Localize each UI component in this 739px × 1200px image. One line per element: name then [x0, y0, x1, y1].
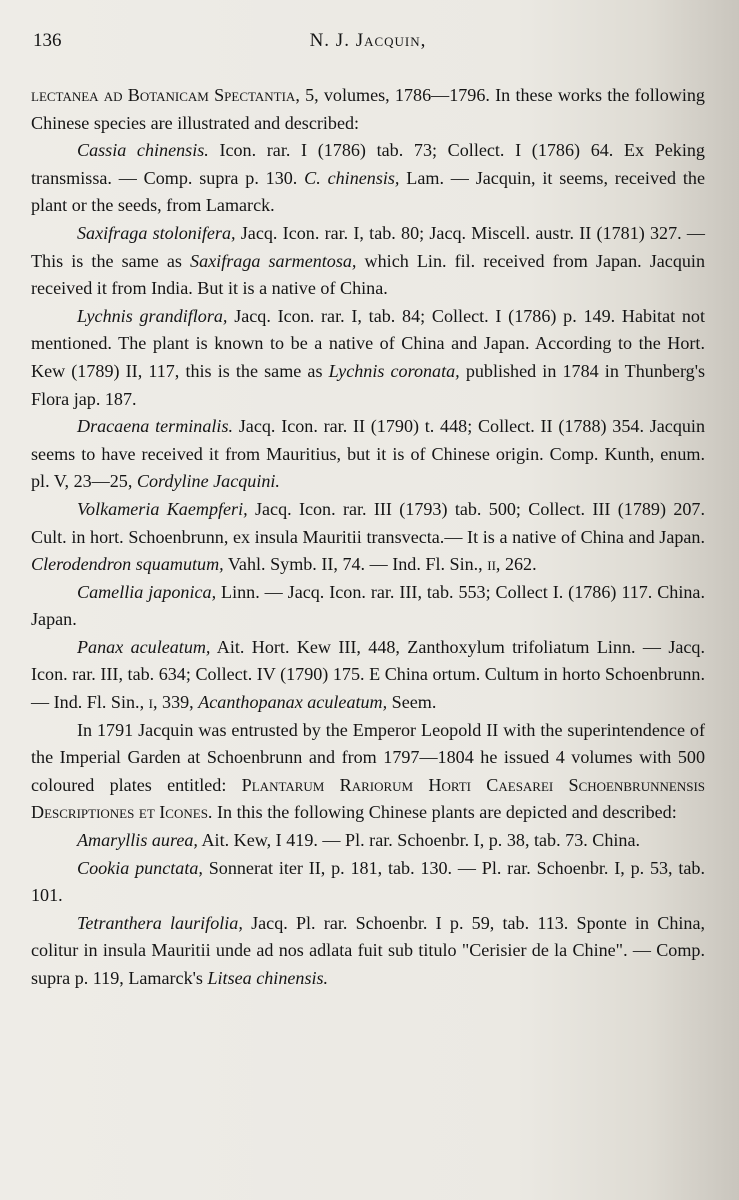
entry-panax-aculeatum — [31, 634, 705, 717]
volume-numeral: ii — [487, 554, 496, 575]
entry-text: published in 1784 in Thunberg's Flora jap. 187. — [31, 360, 705, 409]
synonym-name: Lychnis coronata, — [328, 360, 460, 381]
entry-text: , 262. — [495, 554, 537, 575]
entry-amaryllis-aurea — [31, 827, 705, 855]
entry-text: Vahl. Symb. II, 74. — Ind. Fl. Sin., — [223, 554, 488, 575]
species-name: Cassia chinensis. — [77, 140, 209, 161]
entry-text: , 339, — [152, 692, 199, 713]
species-name: Cookia punctata, — [77, 857, 203, 878]
entry-text: Jacq. Icon. rar. II (1790) t. 448; Collect. II (1788) 354. Jacquin seems to have received it from Mauritius, but it is of Chinese origin. Comp. Kunth, enum. pl. V, 23—25, — [31, 416, 705, 492]
entry-cassia-chinensis — [31, 137, 705, 220]
species-name: Camellia japonica, — [77, 581, 217, 602]
species-name: Saxifraga stolonifera, — [77, 222, 236, 243]
entry-text: Sonnerat iter II, p. 181, tab. 130. — Pl. rar. Schoenbr. I, p. 53, tab. 101. — [31, 857, 706, 906]
work-title: lectanea ad Botanicam Spectantia — [31, 85, 296, 105]
page-body — [31, 82, 705, 993]
species-name: Dracaena terminalis. — [77, 416, 234, 437]
running-title: N. J. Jacquin, — [309, 30, 427, 51]
entry-camellia-japonica — [31, 579, 705, 634]
paragraph-collectanea — [31, 82, 705, 137]
entry-text: Jacq. Icon. rar. III (1793) tab. 500; Collect. III (1789) 207. Cult. in hort. Schoenbrunn, ex insula Mauritii transvecta.— It is a native of China and Japan. — [31, 498, 705, 547]
entry-text: Lam. — Jacquin, it seems, received the plant or the seeds, from Lamarck. — [31, 167, 706, 216]
paragraph-schoenbrunn — [31, 717, 705, 827]
entry-text: Ait. Kew, I 419. — Pl. rar. Schoenbr. I, p. 38, tab. 73. China. — [197, 830, 641, 851]
paragraph-text: In 1791 Jacquin was entrusted by the Emperor Leopold II with the superintendence of the Imperial Garden at Schoenbrunn and from 1797—1804 he issued 4 volumes with 500 coloured plates entitled: — [31, 719, 705, 795]
entry-text: Icon. rar. I (1786) tab. 73; Collect. I (1786) 64. Ex Peking transmissa. — Comp. supra p. 130. — [31, 140, 705, 188]
entry-saxifraga-stolonifera — [31, 220, 705, 303]
species-name: Amaryllis aurea, — [77, 830, 198, 851]
synonym-name: C. chinensis, — [304, 167, 400, 188]
entry-volkameria-kaempferi — [31, 496, 705, 579]
work-title: Plantarum Rariorum Horti Caesarei Schoenbrunnensis Descriptiones et Icones. — [31, 774, 706, 823]
volume-numeral: i — [148, 692, 153, 713]
synonym-name: Acanthopanax aculeatum, — [198, 692, 388, 713]
entry-text: Linn. — Jacq. Icon. rar. III, tab. 553; Collect I. (1786) 117. China. Japan. — [31, 581, 705, 630]
entry-text: Jacq. Icon. rar. I, tab. 84; Collect. I (1786) p. 149. Habitat not mentioned. The plant is known to be a native of China and Japan. According to the Hort. Kew (1789) II, 117, this is the same as — [31, 305, 705, 381]
synonym-name: Cordyline Jacquini. — [136, 471, 280, 492]
page-header — [33, 30, 703, 58]
entry-tetranthera-laurifolia — [31, 910, 705, 993]
entry-cookia-punctata — [31, 855, 705, 910]
entry-text: Seem. — [387, 692, 437, 713]
entry-text: Ait. Hort. Kew III, 448, Zanthoxylum trifoliatum Linn. — Jacq. Icon. rar. III, tab. 634; Collect. IV (1790) 175. E China ortum. Cultum in horto Schoenbrunn. — Ind. Fl. Sin., — [31, 636, 705, 713]
entry-text: Jacq. Icon. rar. I, tab. 80; Jacq. Miscell. austr. II (1781) 327. — This is the same as — [31, 222, 705, 271]
synonym-name: Litsea chinensis. — [207, 968, 329, 988]
paragraph-text: , 5, volumes, 1786—1796. In these works the following Chinese species are illustrated and described: — [31, 85, 705, 133]
species-name: Volkameria Kaempferi, — [77, 498, 248, 519]
page-number: 136 — [33, 30, 62, 51]
species-name: Tetranthera laurifolia, — [77, 912, 243, 933]
species-name: Lychnis grandiflora, — [77, 305, 228, 326]
entry-text: which Lin. fil. received from Japan. Jacquin received it from India. But it is a native of China. — [31, 250, 705, 299]
paragraph-text: In this the following Chinese plants are depicted and described: — [212, 802, 677, 823]
species-name: Panax aculeatum, — [77, 636, 211, 657]
synonym-name: Saxifraga sarmentosa, — [190, 250, 357, 271]
entry-dracaena-terminalis — [31, 413, 705, 496]
entry-lychnis-grandiflora — [31, 303, 705, 413]
entry-text: Jacq. Pl. rar. Schoenbr. I p. 59, tab. 113. Sponte in China, colitur in insula Mauritii unde ad nos adlata fuit sub titulo "Cerisier de la Chine". — Comp. supra p. 119, Lamarck's — [31, 912, 706, 988]
synonym-name: Clerodendron squamutum, — [31, 554, 224, 575]
